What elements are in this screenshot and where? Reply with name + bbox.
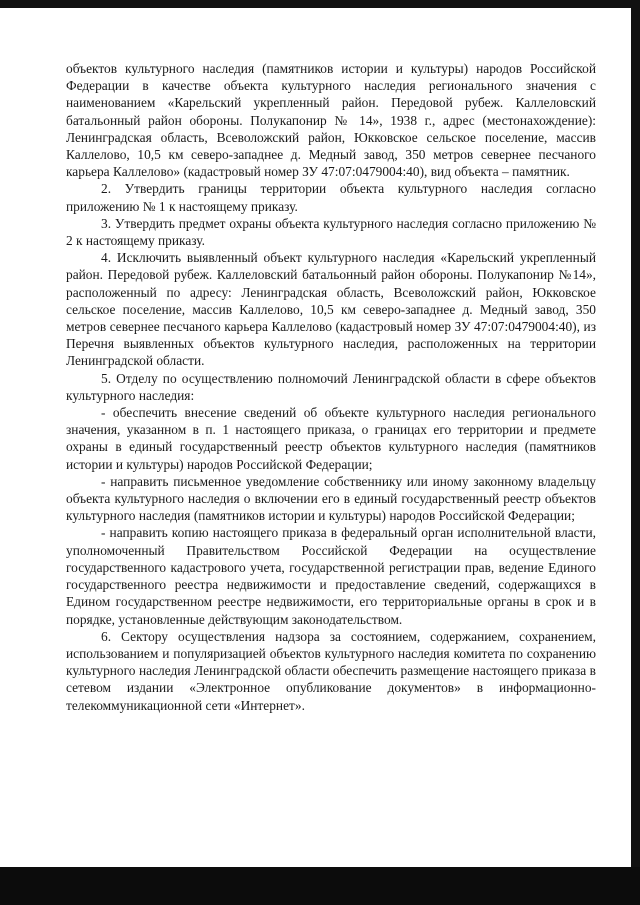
paragraph-item-5-bullet-3: - направить копию настоящего приказа в федеральный орган исполнительной власти, уполномоченный Правительством Российской Федерации на осуществление государственного кадастрового учета, государственной регистрации прав, ведение Единого государственного реестра недвижимости и предоставление сведений, содержащихся в Едином государственном реестре недвижимости, его территориальные органы в срок и в порядке, установленные действующим законодательством.: [66, 525, 596, 627]
scan-border-top: [0, 0, 640, 8]
document-page: [66, 60, 596, 714]
scan-border-right: [631, 0, 640, 905]
paragraph-item-6: 6. Сектору осуществления надзора за состоянием, содержанием, сохранением, использованием и популяризацией объектов культурного наследия комитета по сохранению культурного наследия Ленинградской области обеспечить размещение настоящего приказа в сетевом издании «Электронное опубликование документов» в информационно-телекоммуникационной сети «Интернет».: [66, 628, 596, 713]
paragraph-item-2: 2. Утвердить границы территории объекта культурного наследия согласно приложению № 1 к настоящему приказу.: [66, 181, 596, 214]
paragraph-item-3: 3. Утвердить предмет охраны объекта культурного наследия согласно приложению № 2 к настоящему приказу.: [66, 215, 596, 249]
scan-border-bottom: [0, 867, 640, 905]
paragraph-continuation: объектов культурного наследия (памятников истории и культуры) народов Российской Федерации в качестве объекта культурного наследия регионального значения с наименованием «Карельский укрепленный район. Передовой рубеж. Каллеловский батальонный район обороны. Полукапонир № 14», 1938 г., адрес (местонахождение): Ленинградская область, Всеволожский район, Юкковское сельское поселение, массив Каллелово, 10,5 км северо-западнее д. Медный завод, 350 метров севернее песчаного карьера Каллелово» (кадастровый номер ЗУ 47:07:0479004:40), вид объекта – памятник.: [66, 61, 596, 180]
paragraph-item-4: 4. Исключить выявленный объект культурного наследия «Карельский укрепленный район. Передовой рубеж. Каллеловский батальонный район обороны. Полукапонир №14», расположенный по адресу: Ленинградская область, Всеволожский район, Юкковское сельское поселение, массив Каллелово, 10,5 км северо-западнее д. Медный завод, 350 метров севернее песчаного карьера Каллелово (кадастровый номер ЗУ 47:07:0479004:40), из Перечня выявленных объектов культурного наследия, расположенных на территории Ленинградской области.: [66, 250, 596, 369]
paragraph-item-5-bullet-1: - обеспечить внесение сведений об объекте культурного наследия регионального значения, указанном в п. 1 настоящего приказа, о границах его территории и предмете охраны в единый государственный реестр объектов культурного наследия (памятников истории и культуры) народов Российской Федерации;: [66, 405, 596, 472]
paragraph-item-5: 5. Отделу по осуществлению полномочий Ленинградской области в сфере объектов культурного наследия:: [66, 370, 596, 403]
paragraph-item-5-bullet-2: - направить письменное уведомление собственнику или иному законному владельцу объекта культурного наследия о включении его в единый государственный реестр объектов культурного наследия (памятников истории и культуры) народов Российской Федерации;: [66, 473, 596, 524]
